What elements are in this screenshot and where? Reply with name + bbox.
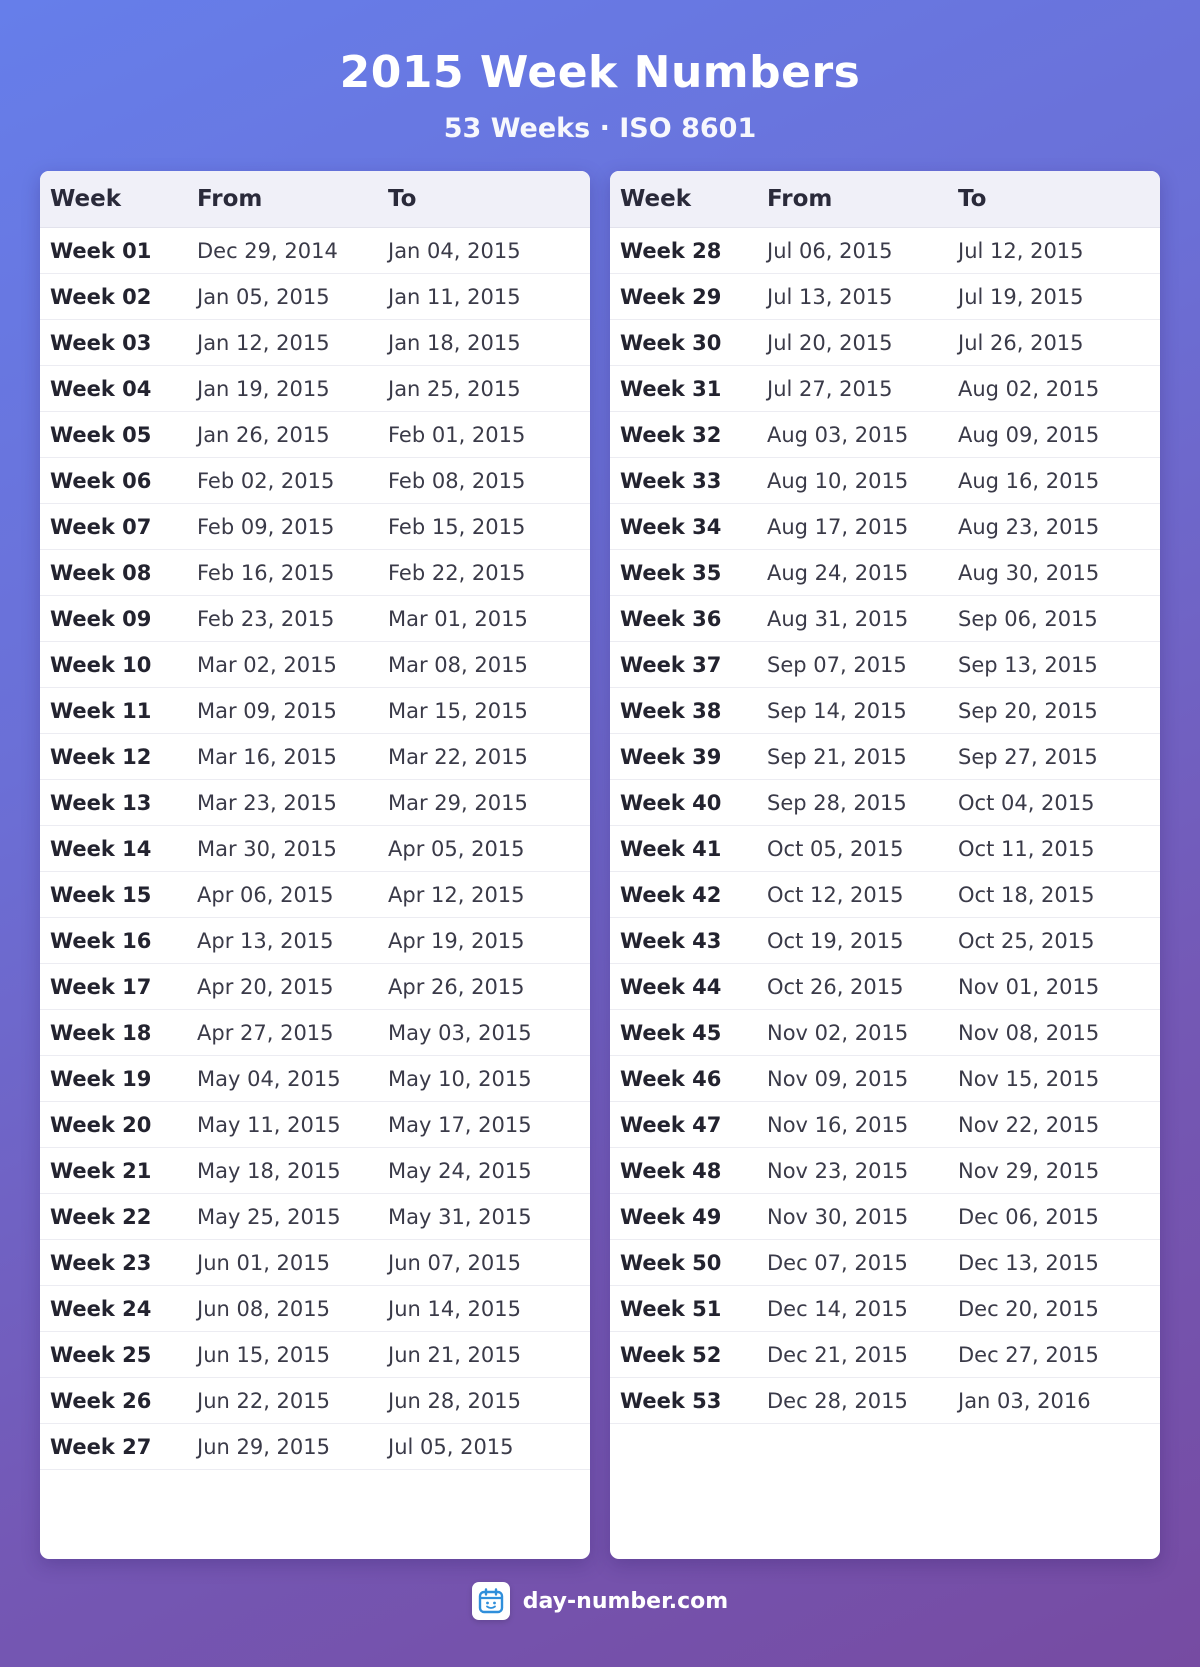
to-date-cell: Aug 09, 2015: [948, 412, 1160, 458]
table-row: [40, 412, 590, 458]
week-cell: Week 12: [40, 734, 187, 780]
to-date-cell: Feb 08, 2015: [378, 458, 590, 504]
to-date-cell: Jun 07, 2015: [378, 1240, 590, 1286]
from-date-cell: Aug 24, 2015: [757, 550, 948, 596]
to-date-cell: May 24, 2015: [378, 1148, 590, 1194]
table-row: [40, 1148, 590, 1194]
week-table-body-right: [610, 228, 1160, 1424]
table-header-row: [40, 171, 590, 228]
to-date-cell: Apr 12, 2015: [378, 872, 590, 918]
week-cell: Week 25: [40, 1332, 187, 1378]
table-row: [610, 1194, 1160, 1240]
week-cell: Week 38: [610, 688, 757, 734]
from-date-cell: Jun 22, 2015: [187, 1378, 378, 1424]
week-cell: Week 02: [40, 274, 187, 320]
week-cell: Week 20: [40, 1102, 187, 1148]
from-date-cell: May 04, 2015: [187, 1056, 378, 1102]
table-row: [610, 1240, 1160, 1286]
table-row: [40, 964, 590, 1010]
to-date-cell: Feb 15, 2015: [378, 504, 590, 550]
week-cell: Week 01: [40, 228, 187, 274]
week-table-panel-left: [40, 171, 590, 1559]
week-cell: Week 40: [610, 780, 757, 826]
from-date-cell: Nov 23, 2015: [757, 1148, 948, 1194]
to-date-cell: Aug 23, 2015: [948, 504, 1160, 550]
to-date-cell: Aug 16, 2015: [948, 458, 1160, 504]
week-cell: Week 42: [610, 872, 757, 918]
table-row: [610, 918, 1160, 964]
table-row: [610, 826, 1160, 872]
week-cell: Week 14: [40, 826, 187, 872]
from-date-cell: Dec 07, 2015: [757, 1240, 948, 1286]
from-date-cell: Jun 08, 2015: [187, 1286, 378, 1332]
table-row: [40, 688, 590, 734]
to-date-cell: Mar 29, 2015: [378, 780, 590, 826]
week-cell: Week 03: [40, 320, 187, 366]
from-date-cell: Oct 26, 2015: [757, 964, 948, 1010]
week-cell: Week 31: [610, 366, 757, 412]
table-row: [40, 366, 590, 412]
from-date-cell: Jan 05, 2015: [187, 274, 378, 320]
table-row: [610, 596, 1160, 642]
from-date-cell: May 11, 2015: [187, 1102, 378, 1148]
table-row: [610, 504, 1160, 550]
week-cell: Week 50: [610, 1240, 757, 1286]
to-date-cell: Jan 18, 2015: [378, 320, 590, 366]
to-date-cell: Jan 04, 2015: [378, 228, 590, 274]
table-row: [40, 642, 590, 688]
column-header-from: From: [757, 171, 948, 228]
table-row: [610, 872, 1160, 918]
from-date-cell: Mar 30, 2015: [187, 826, 378, 872]
week-cell: Week 30: [610, 320, 757, 366]
week-table-panel-right: [610, 171, 1160, 1559]
from-date-cell: Oct 19, 2015: [757, 918, 948, 964]
week-cell: Week 51: [610, 1286, 757, 1332]
column-header-to: To: [378, 171, 590, 228]
from-date-cell: Jul 27, 2015: [757, 366, 948, 412]
column-header-from: From: [187, 171, 378, 228]
from-date-cell: Mar 09, 2015: [187, 688, 378, 734]
from-date-cell: Nov 09, 2015: [757, 1056, 948, 1102]
week-cell: Week 48: [610, 1148, 757, 1194]
to-date-cell: Dec 13, 2015: [948, 1240, 1160, 1286]
table-row: [610, 1102, 1160, 1148]
table-row: [40, 1286, 590, 1332]
table-row: [40, 596, 590, 642]
from-date-cell: Jul 06, 2015: [757, 228, 948, 274]
week-cell: Week 37: [610, 642, 757, 688]
week-cell: Week 07: [40, 504, 187, 550]
to-date-cell: Apr 05, 2015: [378, 826, 590, 872]
week-cell: Week 24: [40, 1286, 187, 1332]
week-cell: Week 33: [610, 458, 757, 504]
to-date-cell: May 10, 2015: [378, 1056, 590, 1102]
page-header: [0, 0, 1200, 146]
week-table-left: [40, 171, 590, 1470]
table-row: [610, 1286, 1160, 1332]
to-date-cell: Oct 18, 2015: [948, 872, 1160, 918]
from-date-cell: Apr 20, 2015: [187, 964, 378, 1010]
table-row: [40, 780, 590, 826]
from-date-cell: May 25, 2015: [187, 1194, 378, 1240]
from-date-cell: Jun 29, 2015: [187, 1424, 378, 1470]
week-cell: Week 23: [40, 1240, 187, 1286]
week-cell: Week 04: [40, 366, 187, 412]
table-row: [40, 1378, 590, 1424]
from-date-cell: Sep 28, 2015: [757, 780, 948, 826]
week-cell: Week 05: [40, 412, 187, 458]
to-date-cell: Jan 03, 2016: [948, 1378, 1160, 1424]
week-cell: Week 44: [610, 964, 757, 1010]
table-row: [610, 1056, 1160, 1102]
table-row: [610, 274, 1160, 320]
to-date-cell: Mar 22, 2015: [378, 734, 590, 780]
from-date-cell: Oct 05, 2015: [757, 826, 948, 872]
from-date-cell: Nov 16, 2015: [757, 1102, 948, 1148]
table-row: [40, 1010, 590, 1056]
from-date-cell: Apr 27, 2015: [187, 1010, 378, 1056]
from-date-cell: Aug 31, 2015: [757, 596, 948, 642]
week-cell: Week 39: [610, 734, 757, 780]
to-date-cell: Jul 19, 2015: [948, 274, 1160, 320]
from-date-cell: Dec 14, 2015: [757, 1286, 948, 1332]
from-date-cell: Feb 23, 2015: [187, 596, 378, 642]
to-date-cell: May 17, 2015: [378, 1102, 590, 1148]
week-cell: Week 28: [610, 228, 757, 274]
from-date-cell: Aug 17, 2015: [757, 504, 948, 550]
to-date-cell: Nov 15, 2015: [948, 1056, 1160, 1102]
from-date-cell: Nov 30, 2015: [757, 1194, 948, 1240]
week-cell: Week 29: [610, 274, 757, 320]
from-date-cell: Apr 06, 2015: [187, 872, 378, 918]
week-cell: Week 16: [40, 918, 187, 964]
table-row: [40, 734, 590, 780]
from-date-cell: May 18, 2015: [187, 1148, 378, 1194]
table-row: [40, 550, 590, 596]
week-cell: Week 09: [40, 596, 187, 642]
to-date-cell: Jan 11, 2015: [378, 274, 590, 320]
week-cell: Week 27: [40, 1424, 187, 1470]
week-table-right: [610, 171, 1160, 1424]
to-date-cell: May 31, 2015: [378, 1194, 590, 1240]
week-cell: Week 08: [40, 550, 187, 596]
to-date-cell: Jul 05, 2015: [378, 1424, 590, 1470]
to-date-cell: Jun 21, 2015: [378, 1332, 590, 1378]
to-date-cell: Mar 15, 2015: [378, 688, 590, 734]
from-date-cell: Jan 26, 2015: [187, 412, 378, 458]
to-date-cell: Jul 26, 2015: [948, 320, 1160, 366]
from-date-cell: Jun 15, 2015: [187, 1332, 378, 1378]
table-row: [610, 642, 1160, 688]
table-row: [40, 1332, 590, 1378]
table-row: [40, 320, 590, 366]
to-date-cell: Aug 30, 2015: [948, 550, 1160, 596]
table-row: [610, 228, 1160, 274]
to-date-cell: Mar 08, 2015: [378, 642, 590, 688]
from-date-cell: Feb 09, 2015: [187, 504, 378, 550]
column-header-week: Week: [610, 171, 757, 228]
to-date-cell: Mar 01, 2015: [378, 596, 590, 642]
from-date-cell: Dec 29, 2014: [187, 228, 378, 274]
week-cell: Week 06: [40, 458, 187, 504]
table-row: [610, 458, 1160, 504]
table-row: [40, 1240, 590, 1286]
week-cell: Week 32: [610, 412, 757, 458]
to-date-cell: Oct 25, 2015: [948, 918, 1160, 964]
week-cell: Week 43: [610, 918, 757, 964]
week-cell: Week 19: [40, 1056, 187, 1102]
table-row: [610, 780, 1160, 826]
to-date-cell: Feb 22, 2015: [378, 550, 590, 596]
from-date-cell: Jun 01, 2015: [187, 1240, 378, 1286]
table-row: [610, 366, 1160, 412]
to-date-cell: Jan 25, 2015: [378, 366, 590, 412]
from-date-cell: Jul 20, 2015: [757, 320, 948, 366]
table-row: [40, 1102, 590, 1148]
week-cell: Week 53: [610, 1378, 757, 1424]
to-date-cell: Sep 20, 2015: [948, 688, 1160, 734]
to-date-cell: Apr 19, 2015: [378, 918, 590, 964]
week-cell: Week 10: [40, 642, 187, 688]
to-date-cell: Sep 06, 2015: [948, 596, 1160, 642]
from-date-cell: Sep 07, 2015: [757, 642, 948, 688]
page-title: 2015 Week Numbers: [339, 47, 861, 98]
table-row: [610, 734, 1160, 780]
page-subtitle: 53 Weeks · ISO 8601: [443, 113, 757, 144]
from-date-cell: Sep 21, 2015: [757, 734, 948, 780]
table-row: [40, 826, 590, 872]
week-cell: Week 49: [610, 1194, 757, 1240]
to-date-cell: Apr 26, 2015: [378, 964, 590, 1010]
from-date-cell: Feb 16, 2015: [187, 550, 378, 596]
table-row: [610, 1332, 1160, 1378]
table-row: [40, 458, 590, 504]
week-cell: Week 21: [40, 1148, 187, 1194]
from-date-cell: Dec 28, 2015: [757, 1378, 948, 1424]
to-date-cell: Nov 22, 2015: [948, 1102, 1160, 1148]
to-date-cell: Dec 20, 2015: [948, 1286, 1160, 1332]
column-header-week: Week: [40, 171, 187, 228]
calendar-icon: [472, 1582, 510, 1620]
to-date-cell: Dec 06, 2015: [948, 1194, 1160, 1240]
to-date-cell: Dec 27, 2015: [948, 1332, 1160, 1378]
to-date-cell: Oct 11, 2015: [948, 826, 1160, 872]
to-date-cell: May 03, 2015: [378, 1010, 590, 1056]
table-row: [610, 412, 1160, 458]
week-cell: Week 46: [610, 1056, 757, 1102]
table-row: [610, 1010, 1160, 1056]
to-date-cell: Nov 01, 2015: [948, 964, 1160, 1010]
table-row: [40, 274, 590, 320]
week-cell: Week 22: [40, 1194, 187, 1240]
week-cell: Week 47: [610, 1102, 757, 1148]
week-cell: Week 52: [610, 1332, 757, 1378]
table-row: [610, 320, 1160, 366]
to-date-cell: Sep 27, 2015: [948, 734, 1160, 780]
column-header-to: To: [948, 171, 1160, 228]
to-date-cell: Jun 28, 2015: [378, 1378, 590, 1424]
to-date-cell: Jun 14, 2015: [378, 1286, 590, 1332]
from-date-cell: Mar 23, 2015: [187, 780, 378, 826]
table-header-row: [610, 171, 1160, 228]
to-date-cell: Sep 13, 2015: [948, 642, 1160, 688]
week-cell: Week 41: [610, 826, 757, 872]
week-cell: Week 11: [40, 688, 187, 734]
footer: [0, 1582, 1200, 1620]
to-date-cell: Jul 12, 2015: [948, 228, 1160, 274]
table-row: [610, 1148, 1160, 1194]
from-date-cell: Sep 14, 2015: [757, 688, 948, 734]
week-cell: Week 36: [610, 596, 757, 642]
from-date-cell: Dec 21, 2015: [757, 1332, 948, 1378]
from-date-cell: Mar 16, 2015: [187, 734, 378, 780]
from-date-cell: Apr 13, 2015: [187, 918, 378, 964]
table-row: [40, 872, 590, 918]
from-date-cell: Jan 12, 2015: [187, 320, 378, 366]
from-date-cell: Aug 03, 2015: [757, 412, 948, 458]
week-tables: [40, 171, 1160, 1559]
table-row: [610, 964, 1160, 1010]
site-domain: day-number.com: [522, 1588, 729, 1614]
week-cell: Week 15: [40, 872, 187, 918]
week-table-body-left: [40, 228, 590, 1470]
week-cell: Week 17: [40, 964, 187, 1010]
to-date-cell: Feb 01, 2015: [378, 412, 590, 458]
from-date-cell: Oct 12, 2015: [757, 872, 948, 918]
to-date-cell: Aug 02, 2015: [948, 366, 1160, 412]
table-row: [40, 1056, 590, 1102]
week-cell: Week 35: [610, 550, 757, 596]
table-row: [40, 1194, 590, 1240]
to-date-cell: Nov 08, 2015: [948, 1010, 1160, 1056]
table-row: [610, 688, 1160, 734]
week-cell: Week 13: [40, 780, 187, 826]
week-cell: Week 18: [40, 1010, 187, 1056]
table-row: [40, 918, 590, 964]
from-date-cell: Mar 02, 2015: [187, 642, 378, 688]
from-date-cell: Nov 02, 2015: [757, 1010, 948, 1056]
from-date-cell: Aug 10, 2015: [757, 458, 948, 504]
week-cell: Week 26: [40, 1378, 187, 1424]
to-date-cell: Nov 29, 2015: [948, 1148, 1160, 1194]
week-cell: Week 45: [610, 1010, 757, 1056]
from-date-cell: Feb 02, 2015: [187, 458, 378, 504]
table-row: [40, 228, 590, 274]
table-row: [610, 550, 1160, 596]
from-date-cell: Jul 13, 2015: [757, 274, 948, 320]
table-row: [610, 1378, 1160, 1424]
to-date-cell: Oct 04, 2015: [948, 780, 1160, 826]
week-cell: Week 34: [610, 504, 757, 550]
table-row: [40, 504, 590, 550]
table-row: [40, 1424, 590, 1470]
from-date-cell: Jan 19, 2015: [187, 366, 378, 412]
